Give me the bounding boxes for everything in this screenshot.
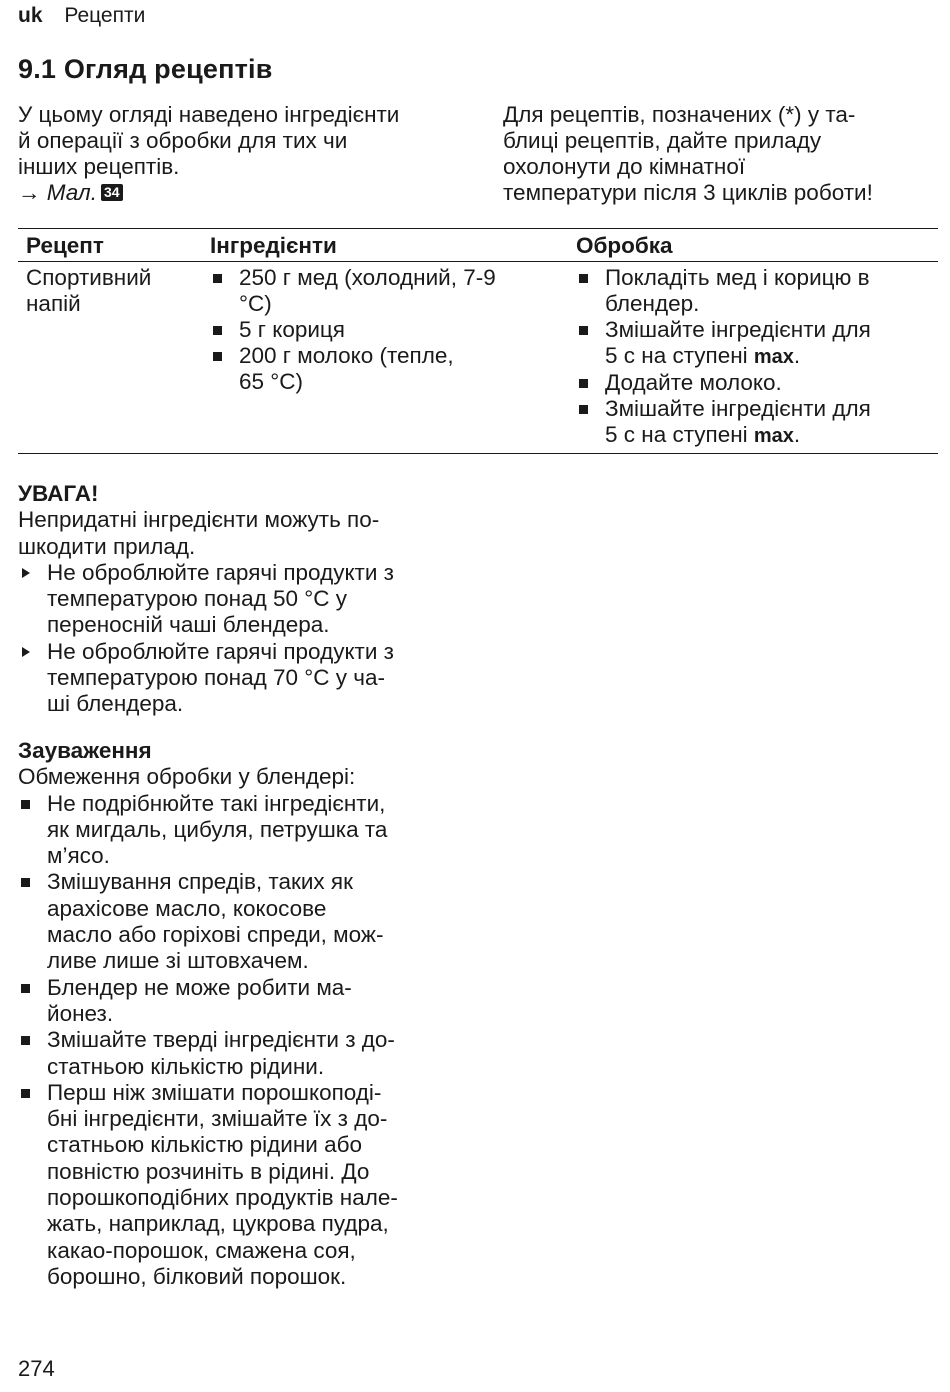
list-item-line: масло або горіхові спреди, мож- xyxy=(47,922,384,948)
header-processing: Обробка xyxy=(568,229,938,262)
list-item-line: бні інгредієнти, змішайте їх з до- xyxy=(47,1106,388,1132)
warning-text-line: шкодити прилад. xyxy=(18,533,196,559)
list-item-line: какао-порошок, смажена соя, xyxy=(47,1237,356,1263)
list-item xyxy=(18,1080,468,1290)
warning-text-line: Непридатні інгредієнти можуть по- xyxy=(18,507,380,533)
list-item-line: як мигдаль, цибуля, петрушка та xyxy=(47,816,388,842)
intro-right-line: блиці рецептів, дайте приладу xyxy=(503,128,822,153)
list-item-line: Перш ніж змішати порошкоподі- xyxy=(47,1079,382,1105)
section-title: 9.1 Огляд рецептів xyxy=(18,54,273,84)
language-code: uk xyxy=(18,4,43,27)
warning-list xyxy=(18,560,468,718)
note-text: Обмеження обробки у блендері: xyxy=(18,764,356,790)
figure-label: Мал. xyxy=(46,180,97,205)
list-item xyxy=(576,396,930,449)
step-text: 5 с на ступені xyxy=(605,422,754,447)
list-item-line: Не оброблюйте гарячі продукти з xyxy=(47,638,394,664)
list-item xyxy=(210,343,560,395)
list-item xyxy=(576,265,930,317)
list-item xyxy=(18,1027,468,1080)
list-item xyxy=(210,265,560,317)
list-item-line: Покладіть мед і корицю в xyxy=(605,265,870,290)
arrow-icon: → xyxy=(18,180,47,205)
list-item-line xyxy=(605,343,930,370)
page-header xyxy=(18,4,145,28)
list-item-line: Додайте молоко. xyxy=(605,370,782,395)
list-item xyxy=(18,791,468,870)
recipe-name xyxy=(18,262,202,454)
note-title: Зауваження xyxy=(18,738,152,763)
recipe-name-line: Спортивний xyxy=(26,265,152,290)
warning-block xyxy=(18,481,468,718)
list-item-line: борошно, білковий порошок. xyxy=(47,1263,347,1289)
list-item xyxy=(18,560,468,639)
table-header-row xyxy=(18,229,938,262)
list-item-line: температурою понад 50 °C у xyxy=(47,586,348,612)
list-item-line: 65 °C) xyxy=(239,369,304,394)
list-item-line: Змішайте інгредієнти для xyxy=(605,317,871,342)
list-item-line: Змішування спредів, таких як xyxy=(47,869,353,895)
intro-left xyxy=(18,102,468,206)
figure-number-badge: 34 xyxy=(101,184,123,201)
warning-title: УВАГА! xyxy=(18,481,99,506)
list-item-line: температурою понад 70 °C у ча- xyxy=(47,665,385,691)
intro-right-line: охолонути до кімнатної xyxy=(503,154,746,179)
ingredients-cell xyxy=(202,262,568,454)
table-row xyxy=(18,262,938,454)
list-item-line: жать, наприклад, цукрова пудра, xyxy=(47,1211,389,1237)
header-recipe: Рецепт xyxy=(18,229,202,262)
note-block xyxy=(18,738,468,1290)
list-item xyxy=(576,317,930,370)
list-item-line: статньою кількістю рідини. xyxy=(47,1053,325,1079)
step-end: . xyxy=(793,422,801,447)
figure-reference[interactable] xyxy=(18,180,468,206)
list-item-line: статньою кількістю рідини або xyxy=(47,1132,362,1158)
list-item xyxy=(18,975,468,1028)
list-item-line: арахісове масло, кокосове xyxy=(47,895,327,921)
intro-right-line: температури після 3 циклів роботи! xyxy=(503,180,873,205)
list-item-line: 250 г мед (холодний, 7-9 xyxy=(239,265,496,290)
list-item-line: блендер. xyxy=(605,291,700,316)
intro-right xyxy=(503,102,943,206)
list-item xyxy=(210,317,560,343)
intro-left-line: інших рецептів. xyxy=(18,154,180,179)
list-item-line: Блендер не може робити ма- xyxy=(47,974,352,1000)
list-item-line: Не оброблюйте гарячі продукти з xyxy=(47,559,394,585)
step-text: 5 с на ступені xyxy=(605,343,754,368)
list-item-line: ші блендера. xyxy=(47,691,184,717)
list-item-line: °C) xyxy=(239,291,272,316)
list-item-line xyxy=(605,422,930,449)
list-item-line: м’ясо. xyxy=(47,843,110,869)
speed-max: max xyxy=(753,346,794,368)
step-end: . xyxy=(793,343,801,368)
list-item-line: Змішайте тверді інгредієнти з до- xyxy=(47,1027,395,1053)
header-ingredients: Інгредієнти xyxy=(202,229,568,262)
list-item-line: переносній чаші блендера. xyxy=(47,612,330,638)
list-item-line: йонез. xyxy=(47,1000,114,1026)
list-item xyxy=(18,639,468,718)
speed-max: max xyxy=(753,425,794,447)
list-item xyxy=(18,869,468,974)
intro-right-line: Для рецептів, позначених (*) у та- xyxy=(503,102,856,127)
recipe-name-line: напій xyxy=(26,291,81,316)
recipe-table xyxy=(18,228,938,454)
intro-left-line: й операції з обробки для тих чи xyxy=(18,128,348,153)
processing-cell xyxy=(568,262,938,454)
list-item-line: Не подрібнюйте такі інгредієнти, xyxy=(47,790,386,816)
list-item-line: порошкоподібних продуктів нале- xyxy=(47,1185,398,1211)
list-item-line: повністю розчиніть в рідині. До xyxy=(47,1158,370,1184)
intro-left-line: У цьому огляді наведено інгредієнти xyxy=(18,102,400,127)
note-list xyxy=(18,791,468,1291)
processing-list xyxy=(576,265,930,449)
list-item-line: ливе лише зі штовхачем. xyxy=(47,948,309,974)
list-item-line: Змішайте інгредієнти для xyxy=(605,396,871,421)
list-item-line: 5 г кориця xyxy=(239,317,345,342)
ingredients-list xyxy=(210,265,560,395)
section-name: Рецепти xyxy=(64,4,146,27)
list-item xyxy=(576,370,930,396)
page-number: 274 xyxy=(18,1356,55,1381)
list-item-line: 200 г молоко (тепле, xyxy=(239,343,454,368)
